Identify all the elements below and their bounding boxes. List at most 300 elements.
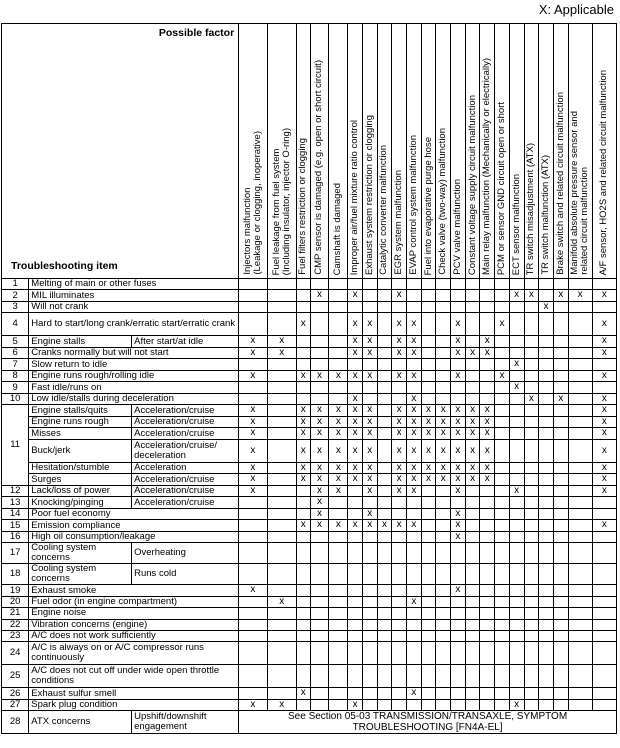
empty-cell xyxy=(392,564,407,585)
factor-label-line: (Leakage or clogging, inoperative) xyxy=(251,131,263,275)
table-row xyxy=(2,485,617,497)
empty-cell xyxy=(480,631,495,642)
applicable-mark: x xyxy=(436,439,451,462)
applicable-mark: x xyxy=(296,520,310,532)
applicable-mark: x xyxy=(310,290,329,302)
empty-cell xyxy=(392,608,407,619)
applicable-mark: x xyxy=(310,405,329,417)
empty-cell xyxy=(436,497,451,509)
empty-cell xyxy=(480,485,495,497)
empty-cell xyxy=(539,608,554,619)
applicable-mark: x xyxy=(465,462,480,474)
empty-cell xyxy=(296,347,310,359)
empty-cell xyxy=(553,688,568,700)
factor-label xyxy=(570,111,591,275)
factor-header xyxy=(267,24,296,279)
empty-cell xyxy=(495,508,510,520)
empty-cell xyxy=(495,585,510,597)
empty-cell xyxy=(296,336,310,348)
empty-cell xyxy=(392,619,407,630)
empty-cell xyxy=(539,279,554,290)
applicable-mark: x xyxy=(329,405,348,417)
empty-cell xyxy=(539,531,554,543)
empty-cell xyxy=(407,290,422,302)
empty-cell xyxy=(480,359,495,371)
empty-cell xyxy=(451,608,466,619)
empty-cell xyxy=(592,279,616,290)
empty-cell xyxy=(407,564,422,585)
applicable-mark: x xyxy=(348,290,363,302)
item-number: 2 xyxy=(2,290,29,302)
empty-cell xyxy=(436,336,451,348)
empty-cell xyxy=(267,428,296,440)
table-row xyxy=(2,564,617,585)
applicable-mark: x xyxy=(310,428,329,440)
applicable-mark: x xyxy=(592,474,616,486)
empty-cell xyxy=(568,279,592,290)
applicable-mark: x xyxy=(480,439,495,462)
table-row xyxy=(2,279,617,290)
item-number: 22 xyxy=(2,619,29,630)
empty-cell xyxy=(480,290,495,302)
factor-header xyxy=(465,24,480,279)
empty-cell xyxy=(568,520,592,532)
applicable-mark: x xyxy=(310,462,329,474)
item-number: 13 xyxy=(2,497,29,509)
item-number: 12 xyxy=(2,485,29,497)
empty-cell xyxy=(524,313,539,336)
applicable-mark: x xyxy=(392,313,407,336)
factor-header xyxy=(377,24,392,279)
applicable-mark: x xyxy=(267,347,296,359)
empty-cell xyxy=(377,474,392,486)
empty-cell xyxy=(377,688,392,700)
factor-header xyxy=(407,24,422,279)
applicable-mark: x xyxy=(568,290,592,302)
applicable-mark: x xyxy=(451,370,466,382)
empty-cell xyxy=(310,347,329,359)
empty-cell xyxy=(436,370,451,382)
empty-cell xyxy=(539,359,554,371)
table-row xyxy=(2,370,617,382)
table-row xyxy=(2,608,617,619)
table-row xyxy=(2,474,617,486)
applicable-mark: x xyxy=(362,405,377,417)
empty-cell xyxy=(362,596,377,608)
empty-cell xyxy=(465,596,480,608)
empty-cell xyxy=(553,531,568,543)
empty-cell xyxy=(465,301,480,313)
empty-cell xyxy=(239,393,267,405)
empty-cell xyxy=(362,290,377,302)
factor-label-line: ECT sensor malfunction xyxy=(510,173,522,275)
empty-cell xyxy=(539,439,554,462)
symptom: Surges xyxy=(29,474,132,486)
empty-cell xyxy=(421,370,436,382)
empty-cell xyxy=(568,405,592,417)
applicable-mark: x xyxy=(296,405,310,417)
empty-cell xyxy=(421,596,436,608)
factor-label-line: Manifold absolute pressure sensor and xyxy=(568,111,580,275)
applicable-mark: x xyxy=(451,439,466,462)
item-number: 25 xyxy=(2,665,29,688)
empty-cell xyxy=(407,585,422,597)
empty-cell xyxy=(495,405,510,417)
empty-cell xyxy=(480,642,495,665)
symptom: Fast idle/runs on xyxy=(29,382,239,394)
empty-cell xyxy=(310,665,329,688)
empty-cell xyxy=(451,619,466,630)
empty-cell xyxy=(451,382,466,394)
condition: Acceleration/cruise xyxy=(132,405,239,417)
empty-cell xyxy=(465,619,480,630)
empty-cell xyxy=(329,619,348,630)
empty-cell xyxy=(553,485,568,497)
empty-cell xyxy=(539,313,554,336)
empty-cell xyxy=(509,497,524,509)
empty-cell xyxy=(524,439,539,462)
applicable-mark: x xyxy=(392,405,407,417)
empty-cell xyxy=(553,631,568,642)
empty-cell xyxy=(436,608,451,619)
applicable-mark: x xyxy=(436,405,451,417)
empty-cell xyxy=(509,313,524,336)
empty-cell xyxy=(239,301,267,313)
table-row xyxy=(2,416,617,428)
empty-cell xyxy=(553,564,568,585)
empty-cell xyxy=(310,336,329,348)
empty-cell xyxy=(407,619,422,630)
factor-label xyxy=(333,183,343,275)
applicable-mark: x xyxy=(267,336,296,348)
empty-cell xyxy=(296,531,310,543)
empty-cell xyxy=(539,585,554,597)
empty-cell xyxy=(362,699,377,711)
applicable-mark: x xyxy=(296,416,310,428)
empty-cell xyxy=(539,416,554,428)
empty-cell xyxy=(267,290,296,302)
factor-label-line: TR switch misadjustment (ATX) xyxy=(525,142,537,275)
empty-cell xyxy=(377,359,392,371)
applicable-mark: x xyxy=(592,393,616,405)
empty-cell xyxy=(568,313,592,336)
applicable-mark: x xyxy=(509,290,524,302)
applicable-mark: x xyxy=(421,474,436,486)
applicable-mark: x xyxy=(348,439,363,462)
applicable-mark: x xyxy=(495,370,510,382)
factor-label xyxy=(512,174,522,275)
applicable-mark: x xyxy=(310,485,329,497)
empty-cell xyxy=(568,631,592,642)
empty-cell xyxy=(407,642,422,665)
item-number: 21 xyxy=(2,608,29,619)
applicable-mark: x xyxy=(362,313,377,336)
empty-cell xyxy=(568,619,592,630)
table-row xyxy=(2,497,617,509)
empty-cell xyxy=(436,619,451,630)
applicable-mark: x xyxy=(480,474,495,486)
empty-cell xyxy=(465,520,480,532)
factor-label-line: Fuel filters restriction or clogging xyxy=(297,138,309,275)
empty-cell xyxy=(480,279,495,290)
empty-cell xyxy=(348,382,363,394)
empty-cell xyxy=(495,382,510,394)
empty-cell xyxy=(539,393,554,405)
empty-cell xyxy=(348,359,363,371)
factor-header xyxy=(348,24,363,279)
applicable-mark: x xyxy=(267,596,296,608)
empty-cell xyxy=(465,585,480,597)
empty-cell xyxy=(362,543,377,564)
empty-cell xyxy=(267,631,296,642)
empty-cell xyxy=(451,688,466,700)
item-number: 16 xyxy=(2,531,29,543)
empty-cell xyxy=(539,428,554,440)
applicable-mark: x xyxy=(329,428,348,440)
empty-cell xyxy=(539,336,554,348)
empty-cell xyxy=(362,619,377,630)
applicable-mark: x xyxy=(239,699,267,711)
applicable-mark: x xyxy=(480,347,495,359)
applicable-mark: x xyxy=(509,359,524,371)
empty-cell xyxy=(495,428,510,440)
item-number: 20 xyxy=(2,596,29,608)
empty-cell xyxy=(377,439,392,462)
table-row xyxy=(2,428,617,440)
empty-cell xyxy=(329,688,348,700)
empty-cell xyxy=(329,359,348,371)
applicable-mark: x xyxy=(592,290,616,302)
empty-cell xyxy=(524,619,539,630)
empty-cell xyxy=(296,585,310,597)
empty-cell xyxy=(329,347,348,359)
corner-header xyxy=(2,24,239,279)
empty-cell xyxy=(568,416,592,428)
empty-cell xyxy=(553,585,568,597)
empty-cell xyxy=(436,665,451,688)
empty-cell xyxy=(310,631,329,642)
item-number: 18 xyxy=(2,564,29,585)
applicable-mark: x xyxy=(451,462,466,474)
applicable-mark: x xyxy=(348,336,363,348)
applicable-mark: x xyxy=(407,474,422,486)
symptom: Engine runs rough/rolling idle xyxy=(29,370,239,382)
factor-label xyxy=(453,179,463,275)
factor-header xyxy=(296,24,310,279)
empty-cell xyxy=(362,665,377,688)
factor-header xyxy=(524,24,539,279)
empty-cell xyxy=(509,279,524,290)
empty-cell xyxy=(451,642,466,665)
empty-cell xyxy=(553,279,568,290)
applicable-mark: x xyxy=(362,439,377,462)
empty-cell xyxy=(539,474,554,486)
table-row xyxy=(2,313,617,336)
applicable-mark: x xyxy=(310,474,329,486)
empty-cell xyxy=(553,642,568,665)
empty-cell xyxy=(377,531,392,543)
table-row xyxy=(2,665,617,688)
empty-cell xyxy=(267,279,296,290)
applicable-mark: x xyxy=(348,416,363,428)
empty-cell xyxy=(539,382,554,394)
empty-cell xyxy=(465,608,480,619)
symptom: Hard to start/long crank/erratic start/erratic crank xyxy=(29,313,239,336)
empty-cell xyxy=(377,405,392,417)
empty-cell xyxy=(592,699,616,711)
applicable-mark: x xyxy=(239,439,267,462)
empty-cell xyxy=(329,665,348,688)
applicable-mark: x xyxy=(392,439,407,462)
empty-cell xyxy=(568,688,592,700)
empty-cell xyxy=(267,301,296,313)
empty-cell xyxy=(377,543,392,564)
empty-cell xyxy=(524,564,539,585)
applicable-mark: x xyxy=(239,485,267,497)
empty-cell xyxy=(362,564,377,585)
empty-cell xyxy=(524,497,539,509)
empty-cell xyxy=(377,428,392,440)
applicable-mark: x xyxy=(451,585,466,597)
empty-cell xyxy=(568,543,592,564)
applicable-mark: x xyxy=(329,462,348,474)
possible-factor-heading: Possible factor xyxy=(158,27,235,39)
applicable-mark: x xyxy=(362,485,377,497)
applicable-mark: x xyxy=(592,347,616,359)
empty-cell xyxy=(480,531,495,543)
table-row xyxy=(2,393,617,405)
item-number: 1 xyxy=(2,279,29,290)
empty-cell xyxy=(296,596,310,608)
empty-cell xyxy=(436,631,451,642)
empty-cell xyxy=(592,596,616,608)
empty-cell xyxy=(329,508,348,520)
factor-label-line: EGR system malfunction xyxy=(393,170,405,275)
table-row xyxy=(2,462,617,474)
applicable-mark: x xyxy=(465,347,480,359)
troubleshooting-table xyxy=(1,23,617,734)
empty-cell xyxy=(239,642,267,665)
empty-cell xyxy=(267,359,296,371)
factor-header xyxy=(421,24,436,279)
applicable-mark: x xyxy=(451,485,466,497)
empty-cell xyxy=(239,508,267,520)
symptom: Melting of main or other fuses xyxy=(29,279,239,290)
applicable-mark: x xyxy=(310,508,329,520)
empty-cell xyxy=(568,497,592,509)
empty-cell xyxy=(362,531,377,543)
empty-cell xyxy=(451,564,466,585)
empty-cell xyxy=(568,370,592,382)
empty-cell xyxy=(509,520,524,532)
empty-cell xyxy=(465,382,480,394)
table-row xyxy=(2,642,617,665)
applicable-mark: x xyxy=(553,290,568,302)
empty-cell xyxy=(239,665,267,688)
empty-cell xyxy=(436,543,451,564)
empty-cell xyxy=(524,462,539,474)
empty-cell xyxy=(348,631,363,642)
empty-cell xyxy=(267,393,296,405)
empty-cell xyxy=(553,428,568,440)
empty-cell xyxy=(524,405,539,417)
empty-cell xyxy=(421,359,436,371)
empty-cell xyxy=(568,301,592,313)
empty-cell xyxy=(524,631,539,642)
empty-cell xyxy=(348,485,363,497)
empty-cell xyxy=(568,665,592,688)
empty-cell xyxy=(267,485,296,497)
empty-cell xyxy=(495,564,510,585)
empty-cell xyxy=(592,608,616,619)
applicable-mark: x xyxy=(239,428,267,440)
empty-cell xyxy=(495,439,510,462)
factor-label xyxy=(482,58,492,275)
applicable-mark: x xyxy=(451,405,466,417)
applicable-mark: x xyxy=(421,462,436,474)
applicable-mark: x xyxy=(362,428,377,440)
empty-cell xyxy=(392,699,407,711)
empty-cell xyxy=(348,508,363,520)
applicable-mark: x xyxy=(553,393,568,405)
empty-cell xyxy=(495,301,510,313)
empty-cell xyxy=(465,290,480,302)
table-row xyxy=(2,301,617,313)
empty-cell xyxy=(296,485,310,497)
empty-cell xyxy=(348,497,363,509)
empty-cell xyxy=(592,665,616,688)
applicable-mark: x xyxy=(329,439,348,462)
applicable-mark: x xyxy=(348,428,363,440)
empty-cell xyxy=(362,279,377,290)
table-row xyxy=(2,543,617,564)
empty-cell xyxy=(509,462,524,474)
empty-cell xyxy=(377,497,392,509)
empty-cell xyxy=(480,543,495,564)
empty-cell xyxy=(465,508,480,520)
empty-cell xyxy=(539,642,554,665)
empty-cell xyxy=(239,279,267,290)
empty-cell xyxy=(296,290,310,302)
empty-cell xyxy=(436,359,451,371)
empty-cell xyxy=(465,688,480,700)
table-row xyxy=(2,711,617,734)
empty-cell xyxy=(329,531,348,543)
table-row xyxy=(2,596,617,608)
applicable-mark: x xyxy=(362,474,377,486)
applicable-mark: x xyxy=(539,301,554,313)
empty-cell xyxy=(509,336,524,348)
empty-cell xyxy=(267,370,296,382)
empty-cell xyxy=(267,474,296,486)
applicable-mark: x xyxy=(348,474,363,486)
empty-cell xyxy=(267,416,296,428)
applicable-mark: x xyxy=(421,405,436,417)
empty-cell xyxy=(267,665,296,688)
condition: Acceleration/cruise xyxy=(132,485,239,497)
item-number: 11 xyxy=(2,405,29,486)
applicable-mark: x xyxy=(421,416,436,428)
empty-cell xyxy=(495,347,510,359)
condition: Overheating xyxy=(132,543,239,564)
empty-cell xyxy=(495,520,510,532)
empty-cell xyxy=(407,301,422,313)
empty-cell xyxy=(348,665,363,688)
item-number: 9 xyxy=(2,382,29,394)
empty-cell xyxy=(524,688,539,700)
empty-cell xyxy=(480,619,495,630)
condition: After start/at idle xyxy=(132,336,239,348)
